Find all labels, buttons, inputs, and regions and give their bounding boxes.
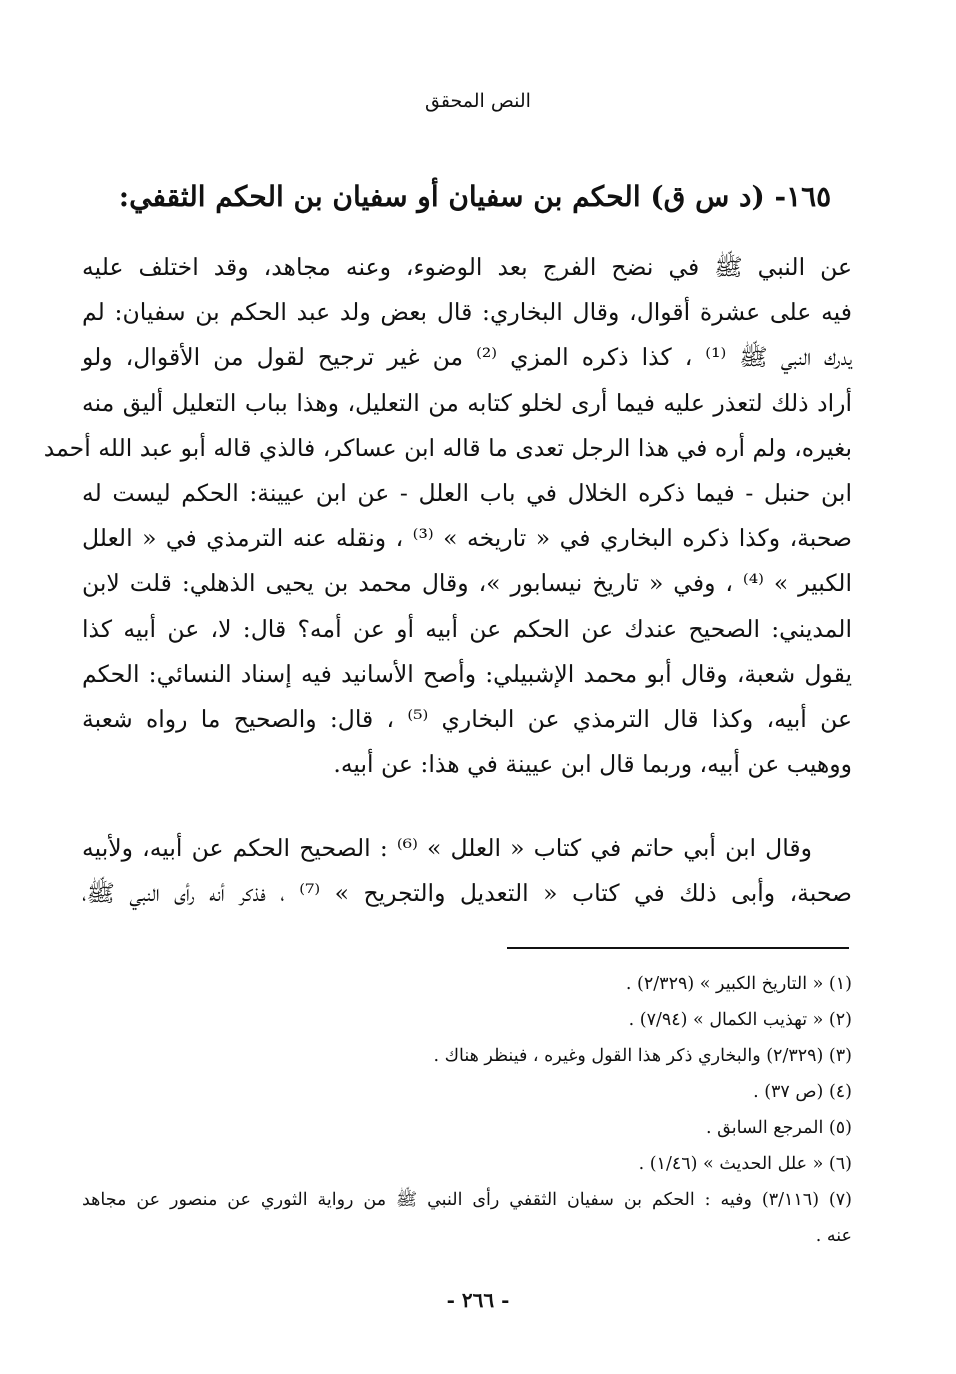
entry-heading: ١٦٥- (د س ق) الحكم بن سفيان أو سفيان بن الحكم الثقفي:	[118, 180, 832, 213]
body-paragraph	[82, 826, 852, 916]
footnote: (٣) (٢/٣٢٩) والبخاري ذكر هذا القول وغيره ، فينظر هناك .	[433, 1046, 852, 1066]
page-number: - ٢٦٦ -	[446, 1288, 510, 1312]
text-line: المديني: الصحيح عندك عن الحكم عن أبيه أو عن أمه؟ قال: لا، عن أبيه كذا	[82, 614, 852, 643]
text-line: بغيره، ولم أره في هذا الرجل تعدى ما قاله ابن عساكر، فالذي قاله أبو عبد الله أحمد	[43, 433, 852, 462]
footnote: (٧) (٣/١١٦) وفيه : الحكم بن سفيان الثقفي رأى النبي ﷺ من رواية الثوري عن منصور عن مجاهد	[82, 1190, 852, 1210]
text-line: الكبير » ⁽⁴⁾ ، وفي « تاريخ نيسابور »، وقال محمد بن يحيى الذهلي: قلت لابن	[82, 569, 852, 598]
footnotes	[82, 966, 852, 1254]
text-line: أراد ذلك لتعذر عليه فيما أرى لخلو كتابه من التعليل، وهذا بباب التعليل أليق منه	[82, 388, 852, 417]
text-line: يقول شعبة، وقال أبو محمد الإشبيلي: وأصح الأسانيد فيه إسناد النسائي: الحكم	[82, 659, 852, 688]
footnote: (٦) « علل الحديث » (١/٤٦) .	[638, 1154, 852, 1174]
body-paragraph	[43, 245, 853, 787]
text-line: صحبة، وأبى ذلك في كتاب « التعديل والتجريح » ⁽⁷⁾ ، فذكر أنه رأى النبي ﷺ،	[82, 879, 852, 908]
text-line: عن أبيه، وكذا قال الترمذي عن البخاري ⁽⁵⁾ ، قال: والصحيح ما رواه شعبة	[82, 705, 852, 734]
text-line: ابن حنبل - فيما ذكره الخلال في باب العلل - عن ابن عيينة: الحكم ليست له	[82, 479, 852, 508]
footnote: (٤) (ص ٣٧) .	[753, 1082, 852, 1102]
text-line: فيه على عشرة أقوال، وقال البخاري: قال بعض ولد عبد الحكم بن سفيان: لم	[82, 298, 852, 327]
footnote-separator	[507, 947, 849, 949]
text-line: يدرك النبي ﷺ ⁽¹⁾ ، كذا ذكره المزي ⁽²⁾ من غير ترجيح لقول من الأقوال، ولو	[82, 343, 853, 372]
text-line: صحبة، وكذا ذكره البخاري في « تاريخه » ⁽³⁾ ، ونقله عنه الترمذي في « العلل	[82, 524, 852, 553]
running-header: النص المحقق	[425, 90, 531, 112]
footnote: (٢) « تهذيب الكمال » (٧/٩٤) .	[628, 1010, 852, 1030]
footnote: (١) « التاريخ الكبير » (٢/٣٢٩) .	[625, 974, 852, 994]
footnote-continuation: عنه .	[815, 1226, 852, 1246]
text-line: ووهيب عن أبيه، وربما قال ابن عيينة في هذا: عن أبيه.	[333, 750, 852, 779]
text-line: عن النبي ﷺ في نضح الفرج بعد الوضوء، وعنه مجاهد، وقد اختلف عليه	[82, 253, 852, 281]
text-line: وقال ابن أبي حاتم في كتاب « العلل » ⁽⁶⁾ : الصحيح الحكم عن أبيه، ولأبيه	[82, 834, 812, 862]
footnote: (٥) المرجع السابق .	[705, 1118, 852, 1138]
